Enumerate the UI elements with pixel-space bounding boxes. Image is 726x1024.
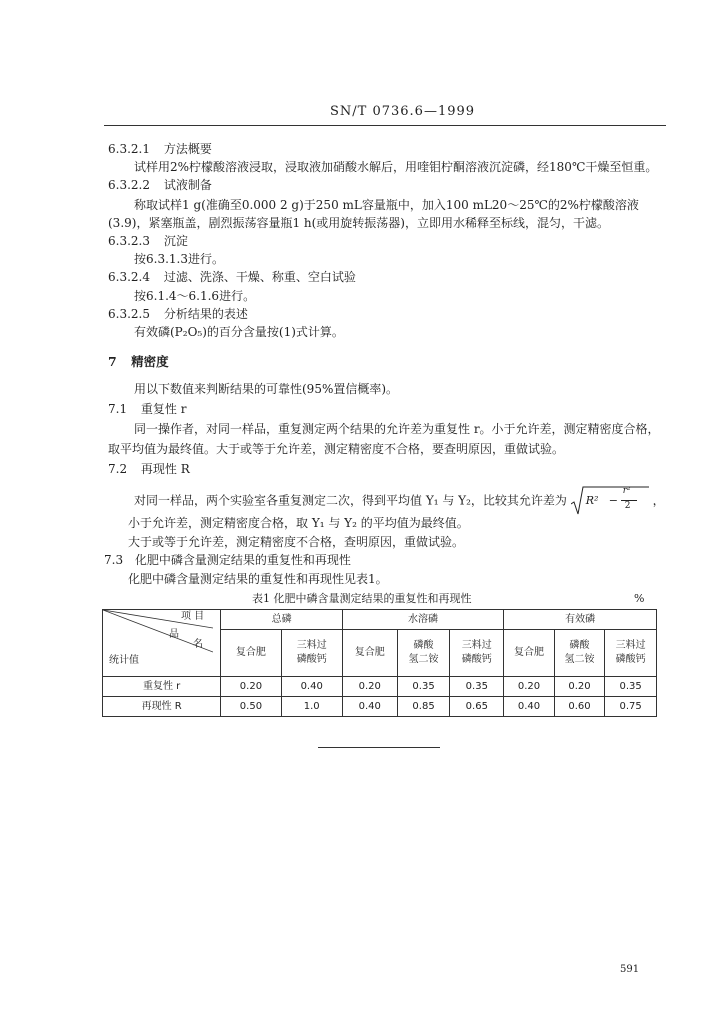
formula-minus: −: [608, 494, 618, 507]
section-title: 过滤、洗涤、干燥、称重、空白试验: [163, 270, 356, 284]
product-name-line1: 三料过: [296, 640, 327, 651]
section-6324-heading: [108, 268, 356, 285]
formula-numerator: r²: [622, 486, 631, 496]
table-row: [103, 677, 657, 697]
section-title: 试液制备: [163, 178, 212, 192]
group-header-available-p: 有效磷: [504, 610, 657, 630]
product-header-cell: [397, 630, 450, 677]
section-6321-heading: [108, 140, 212, 157]
value-cell: 0.40: [281, 677, 342, 697]
page-number: 591: [620, 964, 640, 975]
section-71-heading: [108, 400, 186, 417]
product-name-line2: 磷酸钙: [461, 654, 492, 665]
section-number: 6.3.2.1: [108, 142, 150, 156]
product-header-cell: [450, 630, 504, 677]
product-name-line2: 磷酸钙: [615, 654, 646, 665]
table-corner-cell: [103, 610, 221, 677]
group-header-total-p: 总磷: [221, 610, 343, 630]
value-cell: 0.60: [554, 697, 605, 717]
value-cell: 0.35: [605, 677, 657, 697]
section-6323-heading: [108, 232, 188, 249]
product-name-line2: 氢二铵: [408, 654, 439, 665]
section-number: 7.2: [108, 462, 128, 476]
product-name-line2: 氢二铵: [564, 654, 595, 665]
chapter-title: 精密度: [131, 354, 169, 369]
chapter-7-heading: [108, 352, 169, 370]
value-cell: 0.20: [504, 677, 555, 697]
header-rule: [104, 125, 666, 126]
section-title: 再现性 R: [140, 462, 190, 476]
product-header-cell: [554, 630, 605, 677]
reproducibility-formula: [571, 486, 649, 516]
end-rule: [318, 747, 440, 748]
product-header-cell: [504, 630, 555, 677]
section-6324-body: 按6.1.4～6.1.6进行。: [134, 289, 256, 303]
section-73-body: 化肥中磷含量测定结果的重复性和再现性见表1。: [128, 572, 388, 586]
section-73-heading: [104, 551, 351, 568]
row-label: 重复性 r: [103, 677, 221, 697]
section-number: 7.1: [108, 402, 128, 416]
section-6321-body: 试样用2%柠檬酸溶液浸取，浸取液加硝酸水解后，用喹钼柠酮溶液沉淀磷，经180℃干燥至恒重。: [134, 160, 658, 174]
section-72-body-line2: 小于允许差，测定精密度合格，取 Y₁ 与 Y₂ 的平均值为最终值。: [128, 516, 469, 530]
value-cell: 0.65: [450, 697, 504, 717]
table-caption: 表1 化肥中磷含量测定结果的重复性和再现性: [252, 592, 472, 605]
value-cell: 0.35: [450, 677, 504, 697]
value-cell: 0.20: [342, 677, 397, 697]
value-cell: 0.35: [397, 677, 450, 697]
chapter-number: 7: [108, 354, 117, 369]
section-title: 方法概要: [163, 142, 212, 156]
value-cell: 0.50: [221, 697, 281, 717]
section-72-body-line1: [134, 486, 665, 516]
section-6325-heading: [108, 305, 248, 322]
table-row: [103, 697, 657, 717]
section-number: 6.3.2.4: [108, 270, 150, 284]
value-cell: 1.0: [281, 697, 342, 717]
product-name-line1: 复合肥: [513, 647, 544, 658]
chapter-7-intro: 用以下数值来判断结果的可靠性(95%置信概率)。: [134, 382, 399, 396]
product-name-line1: 磷酸: [413, 640, 434, 651]
product-name-line1: 三料过: [461, 640, 492, 651]
product-name-line1: 复合肥: [235, 647, 266, 658]
standard-code: SN/T 0736.6—1999: [330, 104, 476, 119]
phosphorus-precision-table: [102, 609, 657, 717]
value-cell: 0.20: [554, 677, 605, 697]
row-label: 再现性 R: [103, 697, 221, 717]
section-6322-heading: [108, 176, 212, 193]
section-6322-body-line1: 称取试样1 g(准确至0.000 2 g)于250 mL容量瓶中，加入100 mL20～25℃的2%柠檬酸溶液: [134, 198, 639, 212]
value-cell: 0.85: [397, 697, 450, 717]
corner-stat-label: 统计值: [109, 655, 139, 666]
section-71-body-line1: 同一操作者，对同一样品，重复测定两个结果的允许差为重复性 r。小于允许差，测定精密度合格，: [134, 422, 660, 436]
section-title: 重复性 r: [140, 402, 187, 416]
section-72-body-line3: 大于或等于允许差，测定精密度不合格，查明原因，重做试验。: [128, 535, 465, 549]
product-header-cell: [342, 630, 397, 677]
product-header-cell: [221, 630, 281, 677]
section-title: 化肥中磷含量测定结果的重复性和再现性: [134, 553, 351, 567]
section-number: 6.3.2.2: [108, 178, 150, 192]
value-cell: 0.40: [504, 697, 555, 717]
value-cell: 0.75: [605, 697, 657, 717]
corner-product-label: 品: [169, 629, 179, 640]
section-number: 6.3.2.5: [108, 307, 150, 321]
value-cell: 0.40: [342, 697, 397, 717]
value-cell: 0.20: [221, 677, 281, 697]
section-6325-body: 有效磷(P₂O₅)的百分含量按(1)式计算。: [134, 325, 344, 339]
section-71-body-line2: 取平均值为最终值。大于或等于允许差，测定精密度不合格，要查明原因，重做试验。: [108, 442, 565, 456]
product-name-line1: 磷酸: [569, 640, 590, 651]
product-name-line1: 三料过: [615, 640, 646, 651]
formula-end: ，: [652, 493, 665, 508]
product-name-line1: 复合肥: [354, 647, 385, 658]
table-unit: %: [634, 592, 645, 605]
formula-r-squared: R²: [585, 494, 599, 507]
section-title: 沉淀: [163, 234, 188, 248]
section-number: 6.3.2.3: [108, 234, 150, 248]
product-header-cell: [281, 630, 342, 677]
corner-item-label: 项 目: [181, 611, 205, 622]
section-6322-body-line2: (3.9)，紧塞瓶盖，剧烈振荡容量瓶1 h(或用旋转振荡器)，立即用水稀释至标线，混匀，干滤。: [108, 216, 609, 230]
formula-denominator: 2: [624, 501, 631, 511]
section-title: 分析结果的表述: [163, 307, 248, 321]
section-72-text: 对同一样品，两个实验室各重复测定二次，得到平均值 Y₁ 与 Y₂，比较其允许差为: [134, 493, 567, 508]
section-6323-body: 按6.3.1.3进行。: [134, 252, 224, 266]
corner-name-label: 名: [193, 639, 203, 650]
section-72-heading: [108, 460, 190, 477]
product-name-line2: 磷酸钙: [296, 654, 327, 665]
group-header-water-soluble-p: 水溶磷: [342, 610, 503, 630]
section-number: 7.3: [104, 553, 124, 567]
product-header-cell: [605, 630, 657, 677]
